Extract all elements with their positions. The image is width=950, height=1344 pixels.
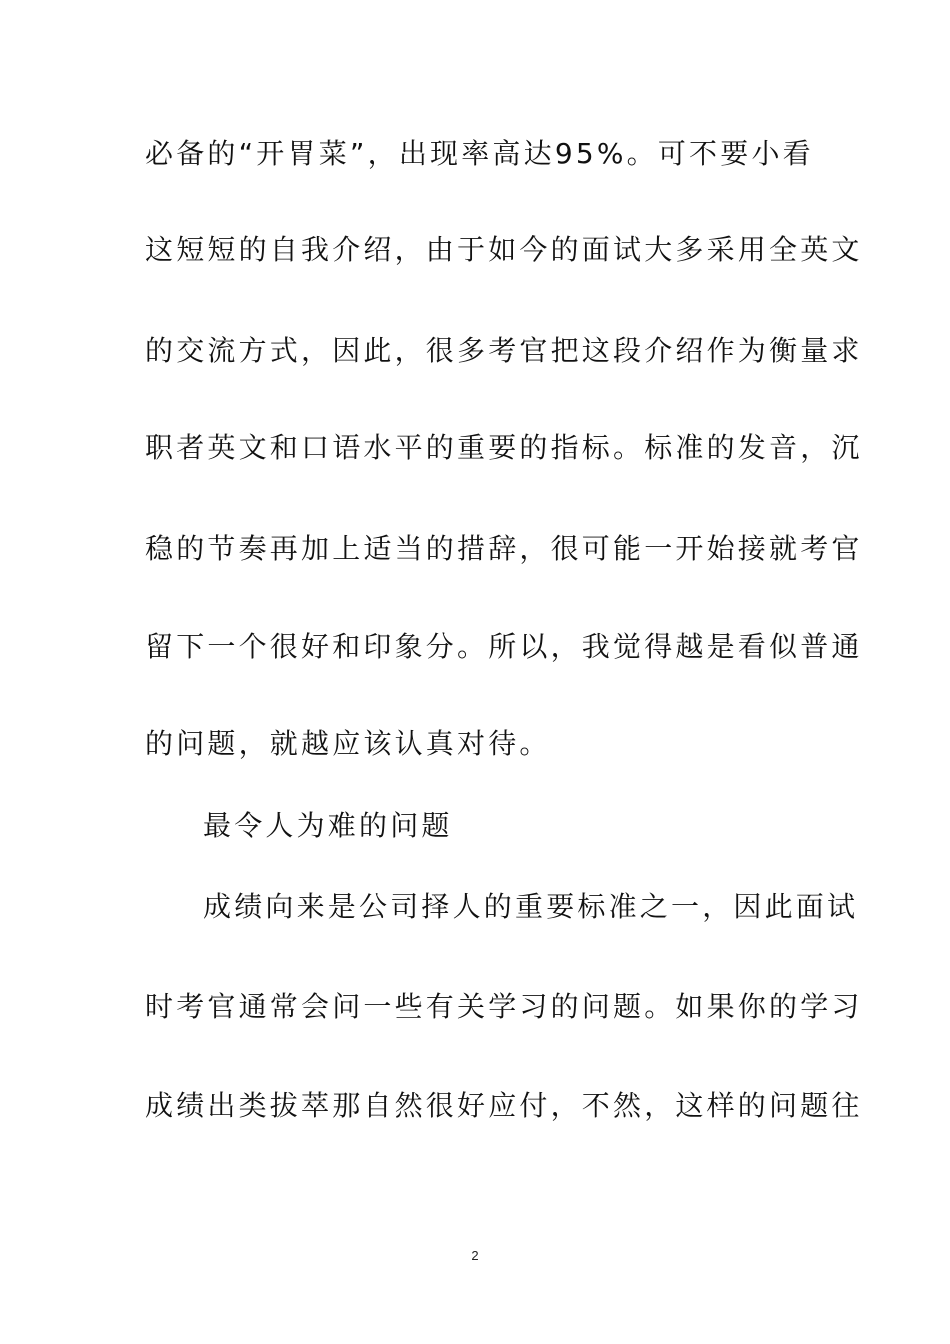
body-text-line: 留下一个很好和印象分。所以，我觉得越是看似普通 — [145, 630, 863, 663]
body-text-line: 的交流方式，因此，很多考官把这段介绍作为衡量求 — [145, 334, 863, 367]
body-text-line: 职者英文和口语水平的重要的指标。标准的发音，沉 — [145, 431, 863, 464]
body-text-line: 成绩出类拔萃那自然很好应付，不然，这样的问题往 — [145, 1089, 863, 1122]
body-text-line: 必备的“开胃菜”，出现率高达95%。可不要小看 — [145, 137, 814, 170]
body-text-line: 稳的节奏再加上适当的措辞，很可能一开始接就考官 — [145, 532, 863, 565]
section-heading: 最令人为难的问题 — [203, 809, 453, 842]
page-number: 2 — [471, 1248, 479, 1263]
body-text-line: 的问题，就越应该认真对待。 — [145, 727, 551, 760]
paragraph-first-line: 成绩向来是公司择人的重要标准之一，因此面试 — [203, 890, 859, 923]
body-text-line: 时考官通常会问一些有关学习的问题。如果你的学习 — [145, 990, 863, 1023]
body-text-line: 这短短的自我介绍，由于如今的面试大多采用全英文 — [145, 233, 863, 266]
